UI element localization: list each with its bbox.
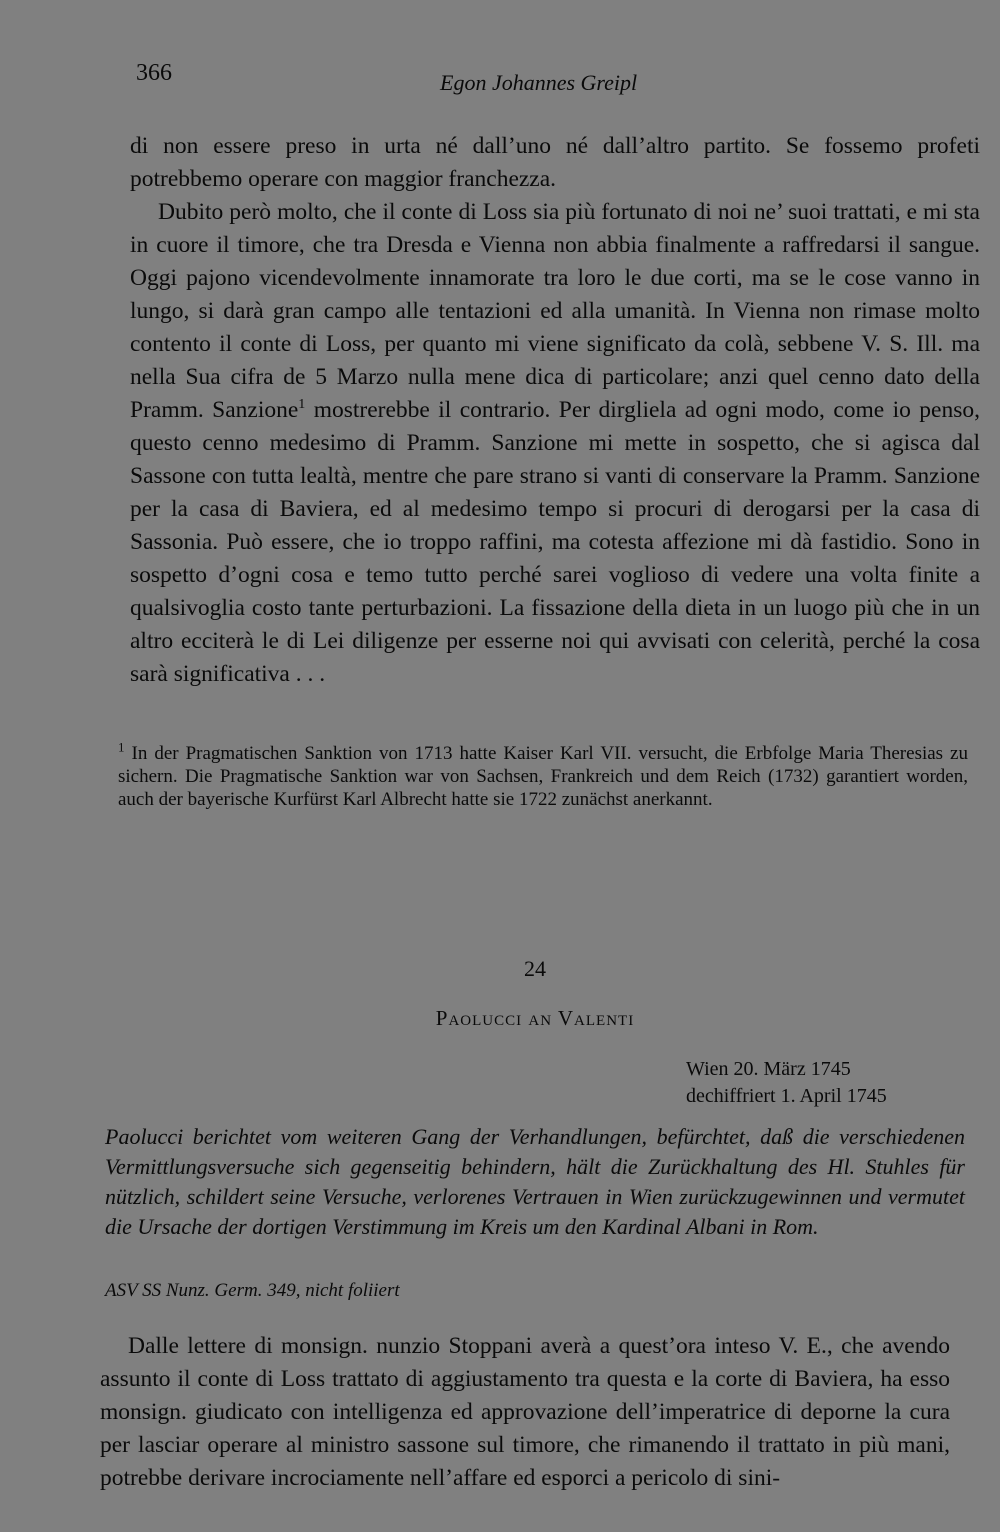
continuation-text [130,130,980,691]
paragraph-2-part-1: Dubito però molto, che il conte di Loss sia più fortunato di noi ne’ suoi trattati, e mi sta in cuore il timore, che tra Dresda e Vienna non abbia finalmente a raffredarsi il sangue. Oggi pajono vicendevolmente innamorate tra loro le due corti, ma se le cose vanno in lungo, si darà gran campo alle tentazioni ed alla umanità. In Vienna non rimase molto contento il conte di Loss, per quanto mi viene significato da colà, sebbene V. S. Ill. ma nella Sua cifra de 5 Marzo nulla mene dica di particolare; anzi quel cenno dato della Pramm. Sanzione [130,199,980,423]
running-head: Egon Johannes Greipl [440,70,638,95]
paragraph-2-part-2: mostrerebbe il contrario. Per dirgliela ad ogni modo, come io penso, questo cenno medesimo di Pramm. Sanzione mi mette in sospetto, che si agisca dal Sassone con tutta lealtà, mentre che pare strano si vanti di conservare la Pramm. Sanzione per la casa di Baviera, ed al medesimo tempo si procuri di derogarsi per la casa di Sassonia. Può essere, che io troppo raffini, ma cotesta affezione mi dà fastidio. Sono in sospetto d’ogni cosa e temo tutto perché sarei voglioso di vedere una volta finite a qualsivoglia costo tante perturbazioni. La fissazione della dieta in un luogo più che in un altro ecciterà le di Lei diligenze per esserne noi qui avvisati con celerità, perché la cosa sarà significativa . . . [130,397,980,687]
paragraph-2 [130,196,980,691]
footnote [118,739,968,811]
dateline [686,1056,887,1110]
footnote-reference: 1 [298,397,306,413]
dateline-place-date: Wien 20. März 1745 [686,1058,851,1080]
letter-paragraph: Dalle lettere di monsign. nunzio Stoppani averà a quest’ora inteso V. E., che avendo assunto il conte di Loss trattato di aggiustamento tra questa e la corte di Baviera, ha esso monsign. giudicato con intelligenza ed approvazione dell’imperatrice di deporne la cura per lasciar operare al ministro sassone sul timore, che rimanendo il trattato in più mani, potrebbe derivare incrociamente nell’affare ed esporci a pericolo di sini- [100,1333,950,1491]
page-number: 366 [136,60,172,86]
dateline-deciphered: dechiffriert 1. April 1745 [686,1085,887,1107]
letter-text [100,1330,950,1495]
footnote-text: In der Pragmatischen Sanktion von 1713 hatte Kaiser Karl VII. versucht, die Erbfolge Maria Theresias zu sichern. Die Pragmatische Sanktion war von Sachsen, Frankreich und dem Reich (1732) garantiert worden, auch der bayerische Kurfürst Karl Albrecht hatte sie 1722 zunächst anerkannt. [118,743,968,810]
footnote-marker: 1 [118,739,125,755]
document-summary: Paolucci berichtet vom weiteren Gang der Verhandlungen, befürchtet, daß die verschiedenen Vermittlungsversuche sich gegenseitig behindern, hält die Zurückhaltung des Hl. Stuhles für nützlich, schildert seine Versuche, verlorenes Vertrauen in Wien zurückzugewinnen und vermutet die Ursache der dortigen Verstimmung im Kreis um den Kardinal Albani in Rom. [105,1124,965,1239]
document-heading: Paolucci an Valenti [435,1006,635,1030]
paragraph-1: di non essere preso in urta né dall’uno né dall’altro partito. Se fossemo profeti potrebbemo operare con maggior franchezza. [130,133,980,192]
document-number: 24 [524,956,546,981]
archival-source: ASV SS Nunz. Germ. 349, nicht foliiert [105,1280,400,1301]
